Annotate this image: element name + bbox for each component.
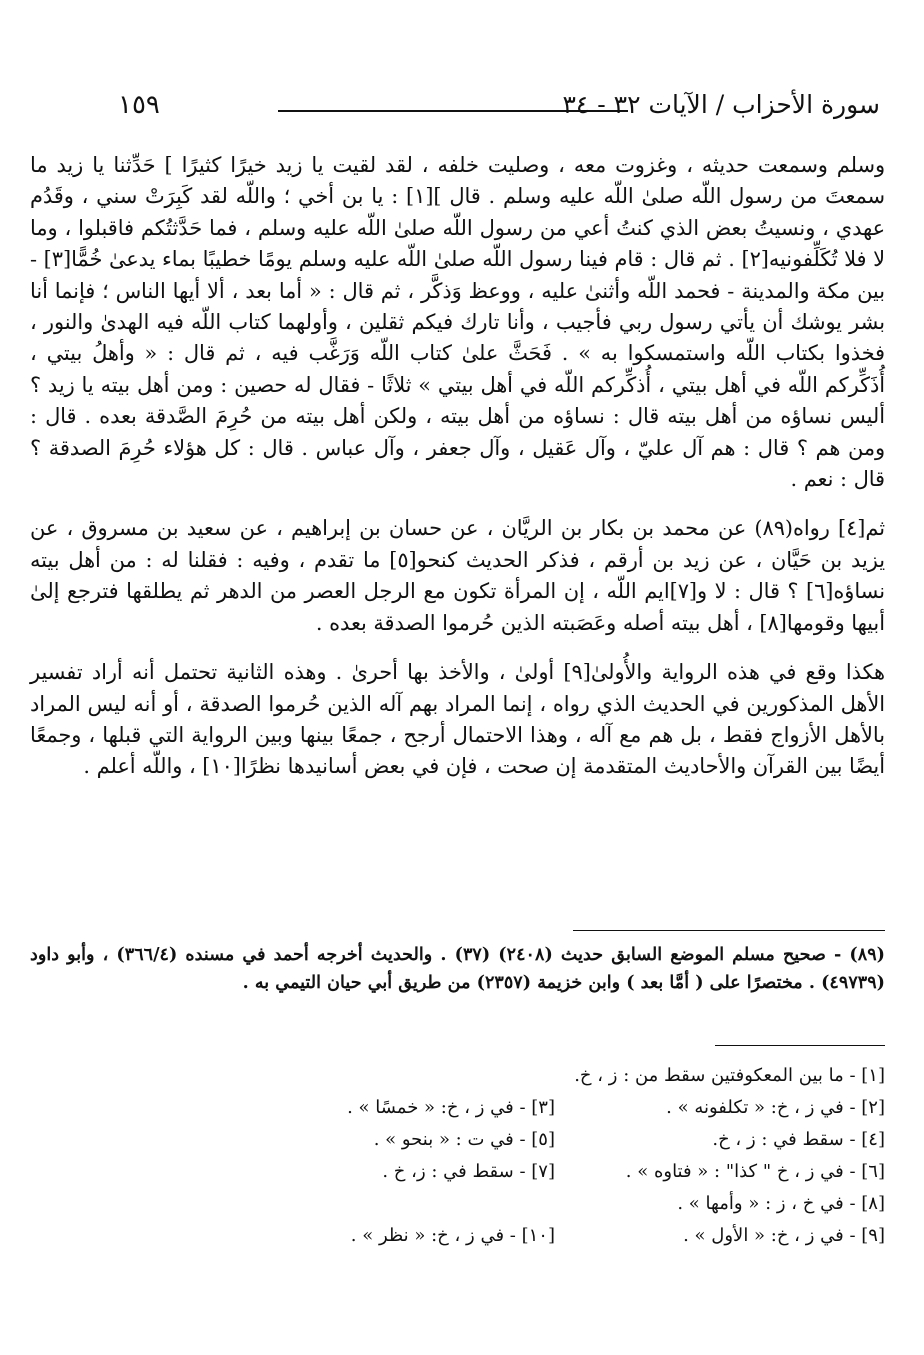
paragraph-second-narration: ثم[٤] رواه(٨٩) عن محمد بن بكار بن الريَّان ، عن حسان بن إبراهيم ، عن سعيد بن مسروق ، عن يزيد بن حَيَّان ، عن زيد بن أرقم ، فذكر الحديث كنحو[٥] ما تقدم ، وفيه : فقلنا له : من أهل بيته نساؤه[٦] ؟ قال : لا و[٧]ايم اللّه ، إن المرأة تكون مع الرجل العصر من الدهر ثم يطلقها فترجع إلىٰ أبيها وقومها[٨] ، أهل بيته أصله وعَصَبته الذين حُرموا الصدقة بعده . [30,516,885,635]
variant-10: [١٠] - في ز ، خ: « نظر » . [350,1225,555,1246]
variant-5: [٥] - في ت : « بنحو » . [373,1129,555,1150]
variant-8: [٨] - في خ ، ز : « وأمها » . [677,1193,885,1214]
page-header [100,88,880,128]
variant-3: [٣] - في ز ، خ: « خمسًا » . [347,1097,555,1118]
variants-rule [715,1045,885,1046]
variant-7: [٧] - سقط في : ز، خ . [382,1161,555,1182]
page-number: ١٥٩ [118,90,160,120]
variant-readings [30,1045,885,1252]
paragraph-commentary: هكذا وقع في هذه الرواية والأُولىٰ[٩] أولىٰ ، والأخذ بها أحرىٰ . وهذه الثانية تحتمل أنه أراد تفسير الأهل المذكورين في الحديث الذي رواه ، إنما المراد بهم آله الذين حُرموا الصدقة ، أو أنه ليس المراد بالأهل الأزواج فقط ، بل هم مع آله ، وهذا الاحتمال أرجح ، جمعًا بينها وبين الرواية التي قبلها ، وجمعًا أيضًا بين القرآن والأحاديث المتقدمة إن صحت ، فإن في بعض أسانيدها نظرًا[١٠] ، واللّه أعلم . [30,660,885,779]
variant-empty [255,1188,555,1220]
main-text [30,150,885,801]
variant-6: [٦] - في ز ، خ " كذا" : « فتاوه » . [625,1161,885,1182]
running-title: سورة الأحزاب / الآيات ٣٢ - ٣٤ [562,90,880,119]
variants-grid [30,1060,885,1252]
footnote-89: (٨٩) - صحيح مسلم الموضع السابق حديث (٢٤٠٨) (٣٧) . والحديث أخرجه أحمد في مسنده (٣٦٦/٤) ، وأبو داود (٤٩٧٣٩) . مختصرًا على ( أمَّا بعد ) وابن خزيمة (٢٣٥٧) من طريق أبي حيان التيمي به . [30,944,885,993]
variant-2: [٢] - في ز ، خ: « تكلفونه » . [666,1097,885,1118]
variant-empty [255,1060,555,1092]
variant-1: [١] - ما بين المعكوفتين سقط من : ز ، خ. [574,1065,885,1086]
footnote-rule [573,930,885,931]
paragraph-hadith: وسلم وسمعت حديثه ، وغزوت معه ، وصليت خلفه ، لقد لقيت يا زيد خيرًا كثيرًا ] حَدِّثنا يا زيد ما سمعتَ من رسول اللّه صلىٰ اللّه عليه وسلم . قال ][١] : يا بن أخي ؛ واللّه لقد كَبِرَتْ سني ، وقَدُم عهدي ، ونسيتُ بعض الذي كنتُ أعي من رسول اللّه صلىٰ اللّه عليه وسلم ، فما حَدَّثتُكم فاقبلوا ، وما لا فلا تُكَلِّفونيه[٢] . ثم قال : قام فينا رسول اللّه صلىٰ اللّه عليه وسلم يومًا خطيبًا بماء يدعىٰ خُمًّا[٣] - بين مكة والمدينة - فحمد اللّه وأثنىٰ عليه ، ووعظ وَذكَّر ، ثم قال : « أما بعد ، ألا أيها الناس ؛ فإنما أنا بشر يوشك أن يأتي رسول ربي فأجيب ، وأنا تارك فيكم ثقلين ، وأولهما كتاب اللّه فيه الهدىٰ والنور ، فخذوا بكتاب اللّه واستمسكوا به » . فَحَثَّ علىٰ كتاب اللّه وَرَغَّب فيه ، ثم قال : « وأهلُ بيتي ، أُذَكِّركم اللّه في أهل بيتي ، أُذكِّركم اللّه في أهل بيتي » ثلاثًا - فقال له حصين : ومن أهل بيته يا زيد ؟ أليس نساؤه من أهل بيته قال : نساؤه من أهل بيته ، ولكن أهل بيته من حُرِمَ الصَّدقة بعده . قال : ومن هم ؟ قال : هم آل عليّ ، وآل عَقيل ، وآل جعفر ، وآل عباس . قال : كل هؤلاء حُرِمَ الصدقة ؟ قال : نعم . [30,153,885,492]
variant-9: [٩] - في ز ، خ: « الأول » . [683,1225,885,1246]
footnotes-section [30,930,885,997]
variant-4: [٤] - سقط في : ز ، خ. [712,1129,885,1150]
